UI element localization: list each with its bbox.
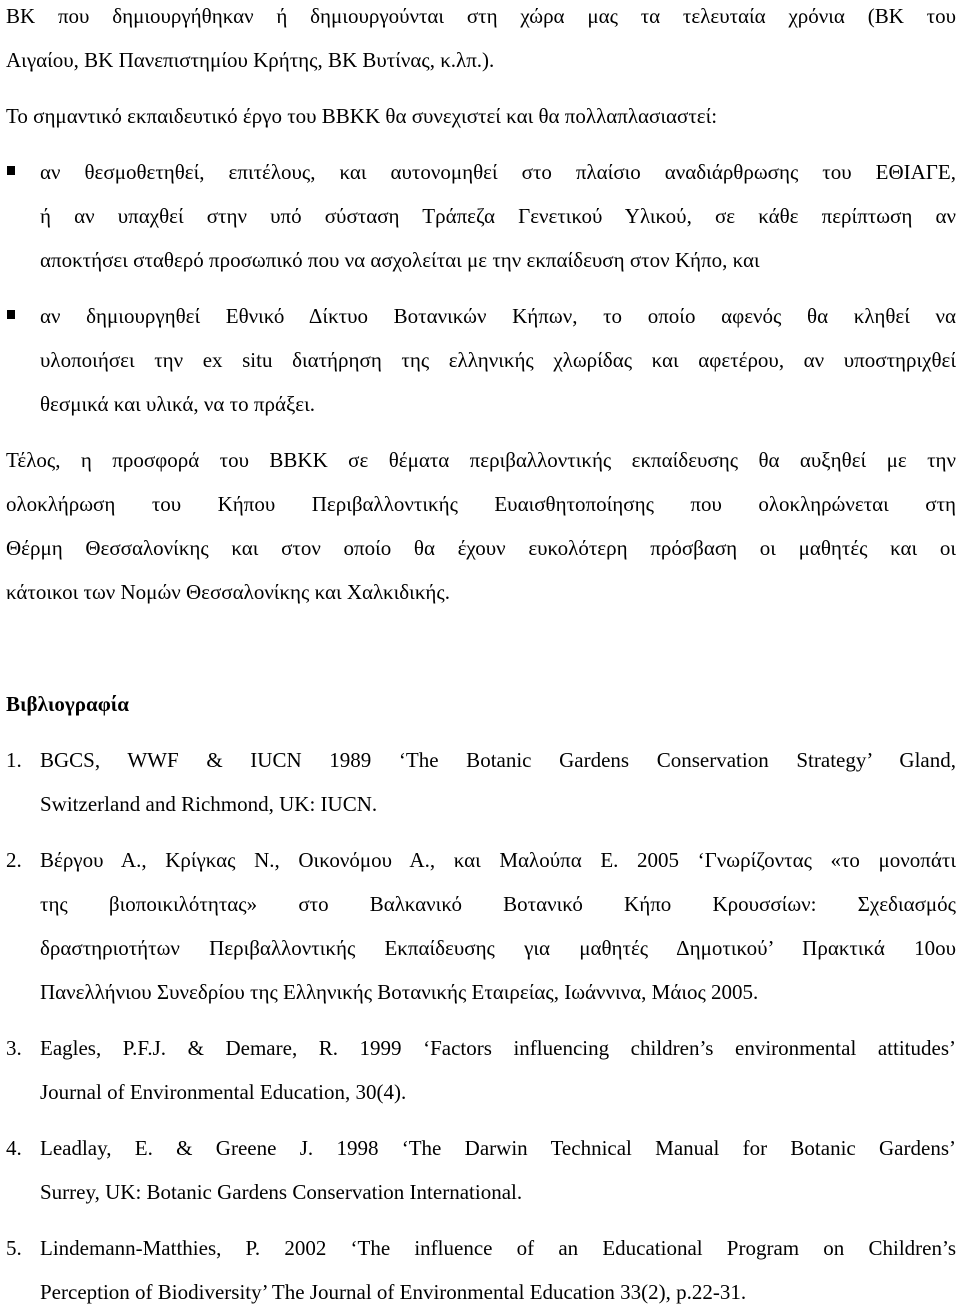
ref-3-line-1: Eagles, P.F.J. & Demare, R. 1999 ‘Factors influencing children’s environmental attitudes’ bbox=[40, 1036, 956, 1060]
bullet-marker-2 bbox=[7, 310, 15, 319]
ref-5-number: 5. bbox=[6, 1236, 22, 1260]
ref-3-number: 3. bbox=[6, 1036, 22, 1060]
ref-1-line-1: BGCS, WWF & IUCN 1989 ‘The Botanic Gardens Conservation Strategy’ Gland, bbox=[40, 748, 956, 772]
ref-2-number: 2. bbox=[6, 848, 22, 872]
ref-4-line-1: Leadlay, E. & Greene J. 1998 ‘The Darwin Technical Manual for Botanic Gardens’ bbox=[40, 1136, 956, 1160]
ref-4-number: 4. bbox=[6, 1136, 22, 1160]
para3-line-2: ολοκλήρωση του Κήπου Περιβαλλοντικής Ευαισθητοποίησης που ολοκληρώνεται στη bbox=[6, 492, 956, 516]
ref-3-line-2: Journal of Environmental Education, 30(4). bbox=[40, 1080, 407, 1104]
ref-1-line-2: Switzerland and Richmond, UK: IUCN. bbox=[40, 792, 378, 816]
intro-line-1: ΒΚ που δημιουργήθηκαν ή δημιουργούνται στη χώρα μας τα τελευταία χρόνια (ΒΚ του bbox=[6, 4, 956, 28]
ref-2-line-1: Βέργου Α., Κρίγκας Ν., Οικονόμου Α., και Μαλούπα Ε. 2005 ‘Γνωρίζοντας «το μονοπάτι bbox=[40, 848, 956, 872]
para3-line-4: κάτοικοι των Νομών Θεσσαλονίκης και Χαλκιδικής. bbox=[6, 580, 450, 604]
bullet-marker-1 bbox=[7, 166, 15, 175]
bullet1-line-2: ή αν υπαχθεί στην υπό σύσταση Τράπεζα Γενετικού Υλικού, σε κάθε περίπτωση αν bbox=[40, 204, 956, 228]
bibliography-heading: Βιβλιογραφία bbox=[6, 692, 130, 716]
ref-2-line-4: Πανελλήνιου Συνεδρίου της Ελληνικής Βοτανικής Εταιρείας, Ιωάννινα, Μάιος 2005. bbox=[40, 980, 759, 1004]
intro-line-2: Αιγαίου, ΒΚ Πανεπιστημίου Κρήτης, ΒΚ Βυτίνας, κ.λπ.). bbox=[6, 48, 495, 72]
ref-4-line-2: Surrey, UK: Botanic Gardens Conservation International. bbox=[40, 1180, 523, 1204]
para3-line-3: Θέρμη Θεσσαλονίκης και στον οποίο θα έχουν ευκολότερη πρόσβαση οι μαθητές και οι bbox=[6, 536, 956, 560]
ref-5-line-1: Lindemann-Matthies, P. 2002 ‘The influence of an Educational Program on Children’s bbox=[40, 1236, 956, 1260]
bullet2-line-1: αν δημιουργηθεί Εθνικό Δίκτυο Βοτανικών Κήπων, το οποίο αφενός θα κληθεί να bbox=[40, 304, 956, 328]
ref-1-number: 1. bbox=[6, 748, 22, 772]
para3-line-1: Τέλος, η προσφορά του ΒΒΚΚ σε θέματα περιβαλλοντικής εκπαίδευσης θα αυξηθεί με την bbox=[6, 448, 956, 472]
bullet2-line-2: υλοποιήσει την ex situ διατήρηση της ελληνικής χλωρίδας και αφετέρου, αν υποστηριχθεί bbox=[40, 348, 956, 372]
ref-5-line-2: Perception of Biodiversity’ The Journal of Environmental Education 33(2), p.22-31. bbox=[40, 1280, 747, 1304]
bullet2-line-3: θεσμικά και υλικά, να το πράξει. bbox=[40, 392, 316, 416]
para2-line-1: Το σημαντικό εκπαιδευτικό έργο του ΒΒΚΚ θα συνεχιστεί και θα πολλαπλασιαστεί: bbox=[6, 104, 718, 128]
ref-2-line-2: της βιοποικιλότητας» στο Βαλκανικό Βοτανικό Κήπο Κρουσσίων: Σχεδιασμός bbox=[40, 892, 956, 916]
bullet1-line-3: αποκτήσει σταθερό προσωπικό που να ασχολείται με την εκπαίδευση στον Κήπο, και bbox=[40, 248, 760, 272]
bullet1-line-1: αν θεσμοθετηθεί, επιτέλους, και αυτονομηθεί στο πλαίσιο αναδιάρθρωσης του ΕΘΙΑΓΕ, bbox=[40, 160, 956, 184]
ref-2-line-3: δραστηριοτήτων Περιβαλλοντικής Εκπαίδευσης για μαθητές Δημοτικού’ Πρακτικά 10ου bbox=[40, 936, 956, 960]
